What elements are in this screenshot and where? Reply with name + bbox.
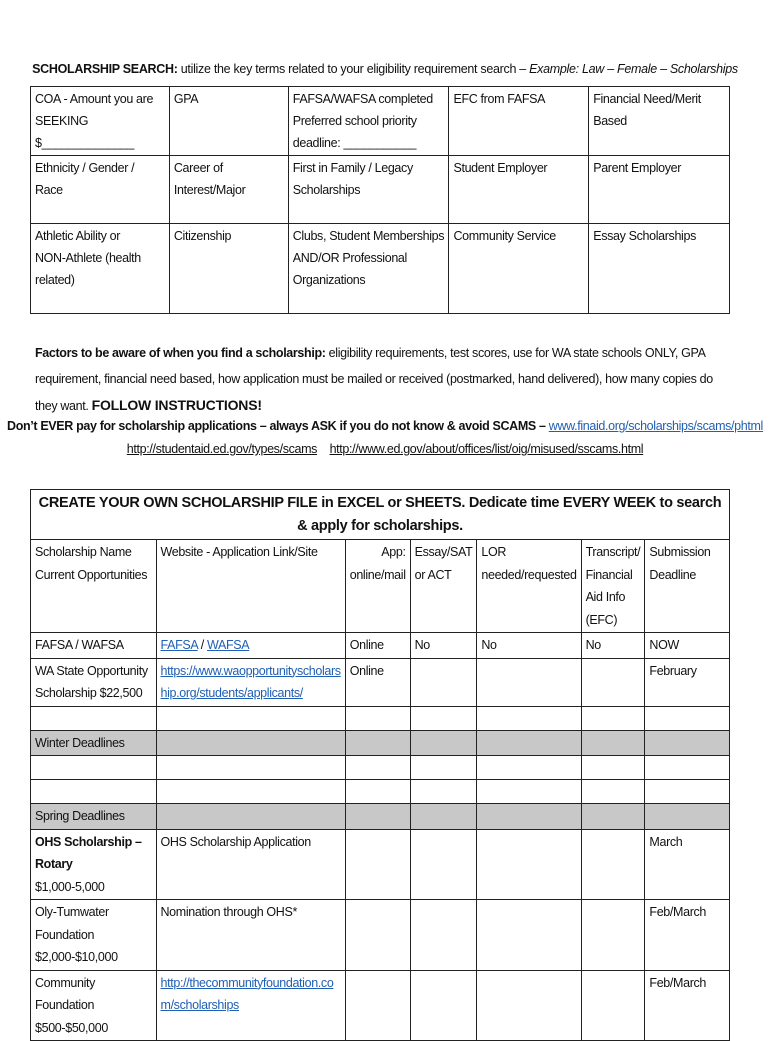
header-line: (EFC) <box>585 612 618 627</box>
search-row <box>31 156 730 224</box>
column-header <box>31 540 157 633</box>
scholarship-name <box>31 900 157 971</box>
factors-paragraph <box>35 340 735 419</box>
header-line: Scholarship Name <box>35 545 132 559</box>
table-row <box>31 658 730 706</box>
header-line: App: <box>381 545 406 559</box>
table-row <box>31 829 730 900</box>
section-label: Winter Deadlines <box>31 730 157 756</box>
factors-text: eligibility requirements, test scores, use for WA state schools ONLY, GPA requirement, financial need based, how application must be mailed or received (postmarked, hand delivered), how many copies do they want. <box>35 346 713 413</box>
transcript-cell: No <box>581 633 645 659</box>
lor-cell: No <box>477 633 581 659</box>
column-header <box>345 540 410 633</box>
name-line: Community Foundation <box>35 975 96 1012</box>
header-line: Website - Application Link/Site <box>160 545 318 559</box>
header-line: LOR <box>481 545 507 559</box>
heading-text: utilize the key terms related to your eligibility requirement search – <box>177 62 530 76</box>
deadline-cell: February <box>645 658 730 706</box>
essay-cell <box>410 658 477 706</box>
search-term-line: Community Service <box>453 229 556 243</box>
lor-cell <box>477 658 581 706</box>
header-line: Aid Info <box>585 590 626 604</box>
search-term-cell <box>449 87 589 156</box>
search-term-line: FAFSA/WAFSA completed <box>292 92 433 106</box>
column-header <box>581 540 645 633</box>
page-heading <box>0 62 770 76</box>
search-term-cell <box>589 156 730 224</box>
search-term-cell <box>449 224 589 314</box>
fafsa-link[interactable]: FAFSA <box>160 638 198 652</box>
name-line: $1,000-5,000 <box>35 879 105 894</box>
section-row-spring <box>31 804 730 830</box>
name-line: OHS Scholarship – Rotary <box>35 834 142 871</box>
heading-example-label: Example: <box>529 62 579 76</box>
column-header <box>410 540 477 633</box>
search-term-line: deadline: ___________ <box>292 136 417 150</box>
scholarship-name: FAFSA / WAFSA <box>31 633 157 659</box>
wa-opportunity-link[interactable] <box>161 664 341 701</box>
header-line: online/mail <box>349 567 406 582</box>
column-header <box>645 540 730 633</box>
header-line: needed/requested <box>481 567 577 582</box>
search-term-cell <box>589 224 730 314</box>
link-separator: / <box>197 638 208 652</box>
essay-cell: No <box>410 633 477 659</box>
search-term-line: Ethnicity / Gender / Race <box>35 161 135 197</box>
app-cell: Online <box>345 633 410 659</box>
search-term-cell <box>169 156 288 224</box>
search-row <box>31 87 730 156</box>
search-term-line: Scholarships <box>292 183 361 197</box>
website-cell <box>156 633 345 659</box>
finaid-link[interactable]: www.finaid.org/scholarships/scams/phtml <box>548 419 763 433</box>
website-cell: OHS Scholarship Application <box>156 829 345 900</box>
follow-instructions: FOLLOW INSTRUCTIONS! <box>91 397 262 413</box>
search-term-line: Interest/Major <box>173 183 246 197</box>
name-line: $2,000-$10,000 <box>35 950 118 964</box>
scholarship-name <box>31 658 157 706</box>
website-cell <box>156 658 345 706</box>
scams-warning <box>0 415 770 461</box>
link-line: https://www.waopportunityscholars <box>160 663 341 678</box>
scholarship-tracker-table <box>30 489 730 1041</box>
scholarship-name <box>31 829 157 900</box>
empty-row <box>31 780 730 804</box>
name-line: Oly-Tumwater Foundation <box>35 905 109 942</box>
transcript-cell <box>581 658 645 706</box>
search-term-line: Clubs, Student Memberships <box>292 229 445 243</box>
search-term-line: First in Family / Legacy <box>292 161 413 175</box>
header-line: Essay/SAT <box>414 545 473 559</box>
column-header <box>477 540 581 633</box>
website-cell <box>156 970 345 1041</box>
search-term-cell <box>31 224 170 314</box>
empty-row <box>31 706 730 730</box>
search-term-line: GPA <box>173 92 199 106</box>
search-term-line: Citizenship <box>173 229 232 243</box>
community-foundation-link[interactable] <box>161 976 334 1013</box>
header-line: Transcript/ <box>585 545 641 559</box>
table-row <box>31 900 730 971</box>
deadline-cell: March <box>645 829 730 900</box>
search-term-cell <box>31 87 170 156</box>
tracker-header-row <box>31 540 730 633</box>
name-line: $500-$50,000 <box>35 1020 108 1035</box>
header-line: Deadline <box>649 567 696 582</box>
factors-label: Factors to be aware of when you find a scholarship: <box>35 346 326 360</box>
search-term-line: SEEKING <box>35 114 89 128</box>
ed-gov-link[interactable]: http://www.ed.gov/about/offices/list/oig/misused/sscams.html <box>329 442 644 456</box>
column-header <box>156 540 345 633</box>
app-cell: Online <box>345 658 410 706</box>
search-term-line: Essay Scholarships <box>593 229 696 243</box>
search-term-line: Student Employer <box>453 161 548 175</box>
search-term-cell <box>288 224 449 314</box>
studentaid-link[interactable]: http://studentaid.ed.gov/types/scams <box>126 442 318 456</box>
search-terms-table <box>30 86 730 314</box>
name-line: WA State Opportunity <box>35 663 148 678</box>
search-term-cell <box>169 224 288 314</box>
tracker-banner: CREATE YOUR OWN SCHOLARSHIP FILE in EXCEL or SHEETS. Dedicate time EVERY WEEK to search & apply for scholarships. <box>31 490 730 540</box>
search-term-line: Organizations <box>292 273 366 287</box>
search-term-line: Financial Need/Merit Based <box>593 92 701 128</box>
name-line: Scholarship $22,500 <box>35 686 143 700</box>
search-term-cell <box>169 87 288 156</box>
heading-label: SCHOLARSHIP SEARCH: <box>32 62 178 76</box>
search-row <box>31 224 730 314</box>
heading-example-text: Law – Female – Scholarships <box>578 62 738 76</box>
search-term-cell <box>31 156 170 224</box>
section-label: Spring Deadlines <box>31 804 157 830</box>
link-line: http://thecommunityfoundation.co <box>160 975 334 990</box>
search-term-line: Athletic Ability or <box>35 229 121 243</box>
search-term-cell <box>288 87 449 156</box>
search-term-line: Parent Employer <box>593 161 682 175</box>
search-term-cell <box>589 87 730 156</box>
search-term-line: related) <box>35 273 75 287</box>
search-term-line: COA - Amount you are <box>35 92 154 106</box>
link-line: hip.org/students/applicants/ <box>160 686 303 700</box>
wafsa-link[interactable]: WAFSA <box>207 638 250 652</box>
empty-row <box>31 756 730 780</box>
table-row <box>31 633 730 659</box>
search-term-cell <box>449 156 589 224</box>
search-term-line: Career of <box>173 161 223 175</box>
search-term-line: NON-Athlete (health <box>35 251 141 265</box>
header-line: Financial <box>585 567 633 582</box>
deadline-cell: Feb/March <box>645 970 730 1041</box>
search-term-line: $______________ <box>35 136 135 150</box>
header-line: or ACT <box>414 567 452 582</box>
scholarship-name <box>31 970 157 1041</box>
scams-label: Don’t EVER pay for scholarship applications – always ASK if you do not know & avoid SCAMS – <box>7 419 549 433</box>
website-cell: Nomination through OHS* <box>156 900 345 971</box>
search-term-line: EFC from FAFSA <box>453 92 546 106</box>
header-line: Current Opportunities <box>35 567 148 582</box>
header-line: Submission <box>649 545 711 559</box>
search-term-cell <box>288 156 449 224</box>
search-term-line: AND/OR Professional <box>292 251 407 265</box>
table-row <box>31 970 730 1041</box>
link-line: m/scholarships <box>160 998 239 1012</box>
section-row-winter <box>31 730 730 756</box>
deadline-cell: Feb/March <box>645 900 730 971</box>
deadline-cell: NOW <box>645 633 730 659</box>
search-term-line: Preferred school priority <box>292 114 417 128</box>
